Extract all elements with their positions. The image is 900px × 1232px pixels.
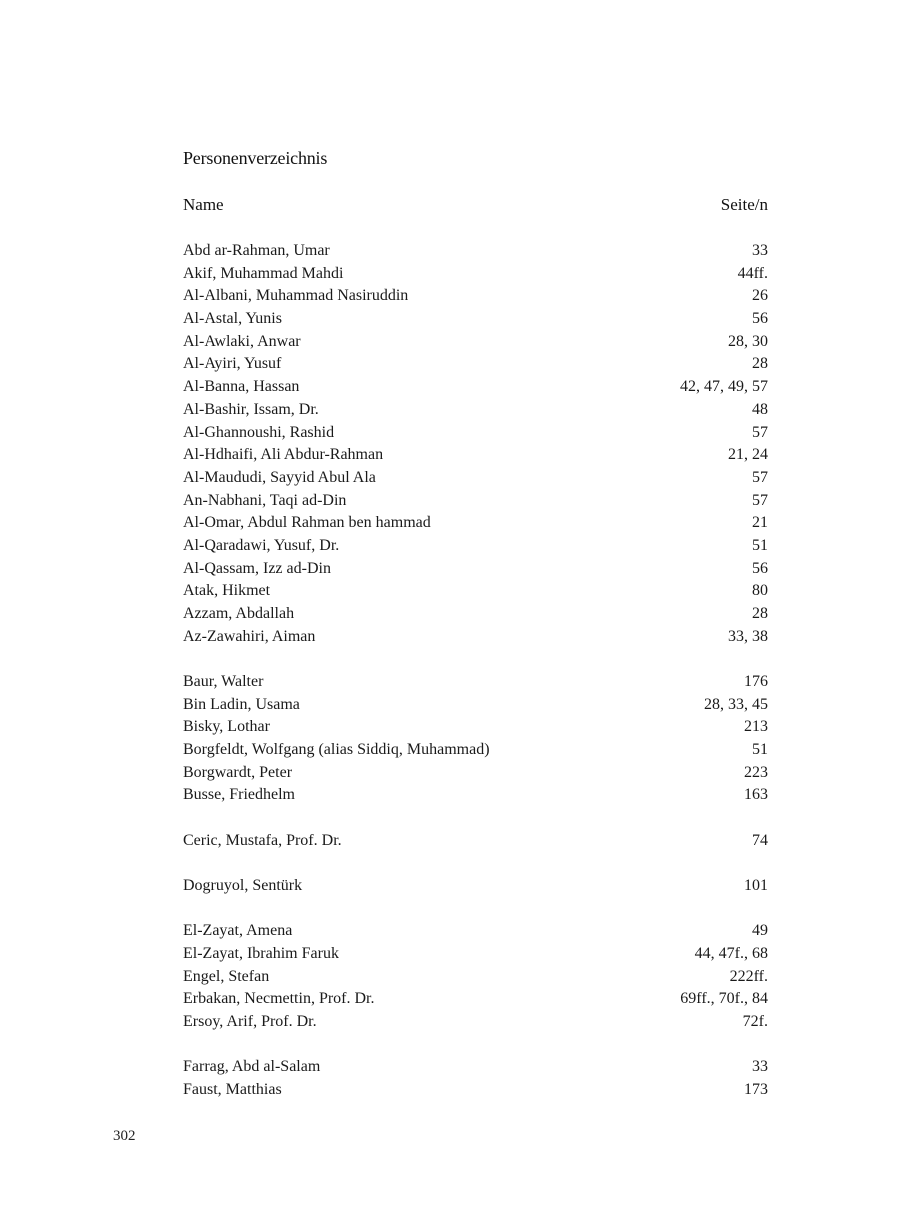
entry-pages: 49	[752, 922, 768, 940]
index-entry	[183, 1011, 768, 1034]
entry-name: Al-Qaradawi, Yusuf, Dr.	[183, 536, 340, 554]
entry-name: Al-Ghannoushi, Rashid	[183, 423, 335, 441]
person-index	[183, 240, 768, 1124]
index-entry	[183, 830, 768, 853]
index-entry	[183, 263, 768, 286]
index-entry	[183, 920, 768, 943]
entry-pages: 213	[744, 718, 768, 736]
index-entry	[183, 739, 768, 762]
entry-name: Farrag, Abd al-Salam	[183, 1058, 321, 1076]
entry-name: Ceric, Mustafa, Prof. Dr.	[183, 831, 342, 849]
entry-name: Engel, Stefan	[183, 967, 270, 985]
entry-name: Dogruyol, Sentürk	[183, 876, 303, 894]
entry-name: El-Zayat, Ibrahim Faruk	[183, 944, 339, 962]
page-title: Personenverzeichnis	[183, 148, 328, 168]
entry-name: Al-Banna, Hassan	[183, 378, 300, 396]
entry-pages: 173	[744, 1080, 768, 1098]
index-entry	[183, 988, 768, 1011]
entry-name: Bisky, Lothar	[183, 718, 270, 736]
entry-pages: 69ff., 70f., 84	[680, 990, 768, 1008]
entry-pages: 28	[752, 605, 768, 622]
entry-pages: 21, 24	[728, 446, 768, 464]
column-header-name: Name	[183, 195, 224, 214]
entry-pages: 176	[744, 672, 768, 690]
index-entry	[183, 943, 768, 966]
entry-pages: 222ff.	[729, 967, 768, 985]
index-entry	[183, 558, 768, 581]
entry-pages: 51	[752, 536, 768, 554]
entry-name: Al-Hdhaifi, Ali Abdur-Rahman	[183, 446, 384, 464]
index-entry	[183, 603, 768, 626]
index-entry	[183, 1056, 768, 1079]
entry-pages: 57	[752, 468, 768, 486]
entry-pages: 44, 47f., 68	[694, 944, 768, 962]
page-number: 302	[113, 1128, 136, 1144]
entry-pages: 56	[752, 310, 768, 328]
entry-name: An-Nabhani, Taqi ad-Din	[183, 491, 347, 509]
entry-name: Borgfeldt, Wolfgang (alias Siddiq, Muhammad)	[183, 741, 490, 759]
index-entry	[183, 308, 768, 331]
index-entry	[183, 444, 768, 467]
entry-name: Al-Ayiri, Yusuf	[183, 355, 282, 373]
index-group	[183, 1056, 768, 1101]
index-entry	[183, 535, 768, 558]
index-group	[183, 240, 768, 648]
entry-name: Ersoy, Arif, Prof. Dr.	[183, 1013, 317, 1030]
entry-pages: 74	[752, 831, 768, 849]
entry-name: Baur, Walter	[183, 672, 264, 690]
entry-pages: 28, 30	[728, 332, 768, 350]
entry-pages: 28	[752, 355, 768, 373]
column-header-pages: Seite/n	[720, 195, 768, 214]
entry-name: Al-Maududi, Sayyid Abul Ala	[183, 468, 376, 486]
entry-name: Al-Albani, Muhammad Nasiruddin	[183, 287, 409, 305]
entry-name: Al-Awlaki, Anwar	[183, 332, 301, 350]
index-entry	[183, 467, 768, 490]
entry-pages: 80	[752, 582, 768, 600]
entry-pages: 223	[744, 763, 768, 781]
entry-pages: 57	[752, 423, 768, 441]
entry-pages: 33, 38	[728, 627, 768, 645]
index-entry	[183, 875, 768, 898]
index-entry	[183, 580, 768, 603]
index-entry	[183, 966, 768, 989]
entry-pages: 33	[752, 242, 768, 259]
entry-pages: 33	[752, 1058, 768, 1076]
index-entry	[183, 671, 768, 694]
entry-pages: 26	[752, 287, 768, 305]
index-entry	[183, 422, 768, 445]
entry-pages: 72f.	[742, 1013, 768, 1030]
entry-pages: 56	[752, 559, 768, 577]
index-entry	[183, 762, 768, 785]
entry-name: Abd ar-Rahman, Umar	[183, 242, 330, 259]
entry-pages: 163	[744, 786, 768, 804]
entry-name: Azzam, Abdallah	[183, 605, 295, 622]
entry-pages: 57	[752, 491, 768, 509]
entry-name: Bin Ladin, Usama	[183, 695, 300, 713]
entry-name: Az-Zawahiri, Aiman	[183, 627, 316, 645]
entry-name: Akif, Muhammad Mahdi	[183, 264, 344, 282]
entry-pages: 101	[744, 876, 768, 894]
entry-name: Atak, Hikmet	[183, 582, 271, 600]
entry-name: Busse, Friedhelm	[183, 786, 295, 804]
entry-pages: 44ff.	[737, 264, 768, 282]
entry-pages: 48	[752, 400, 768, 418]
index-entry	[183, 285, 768, 308]
index-entry	[183, 376, 768, 399]
entry-pages: 51	[752, 741, 768, 759]
index-entry	[183, 490, 768, 513]
index-group	[183, 920, 768, 1033]
entry-name: Faust, Matthias	[183, 1080, 282, 1098]
index-entry	[183, 694, 768, 717]
index-entry	[183, 399, 768, 422]
index-group	[183, 830, 768, 853]
index-entry	[183, 784, 768, 807]
entry-name: Al-Astal, Yunis	[183, 310, 282, 328]
entry-pages: 28, 33, 45	[704, 695, 768, 713]
index-group	[183, 671, 768, 807]
entry-name: Borgwardt, Peter	[183, 763, 293, 781]
index-group	[183, 875, 768, 898]
index-entry	[183, 716, 768, 739]
entry-name: Erbakan, Necmettin, Prof. Dr.	[183, 990, 375, 1008]
entry-name: Al-Omar, Abdul Rahman ben hammad	[183, 514, 431, 532]
entry-name: Al-Bashir, Issam, Dr.	[183, 400, 319, 418]
entry-name: El-Zayat, Amena	[183, 922, 293, 940]
entry-name: Al-Qassam, Izz ad-Din	[183, 559, 331, 577]
index-entry	[183, 353, 768, 376]
entry-pages: 21	[752, 514, 768, 532]
index-entry	[183, 331, 768, 354]
index-entry	[183, 1079, 768, 1102]
entry-pages: 42, 47, 49, 57	[680, 378, 768, 396]
index-entry	[183, 240, 768, 263]
index-entry	[183, 512, 768, 535]
index-entry	[183, 626, 768, 649]
